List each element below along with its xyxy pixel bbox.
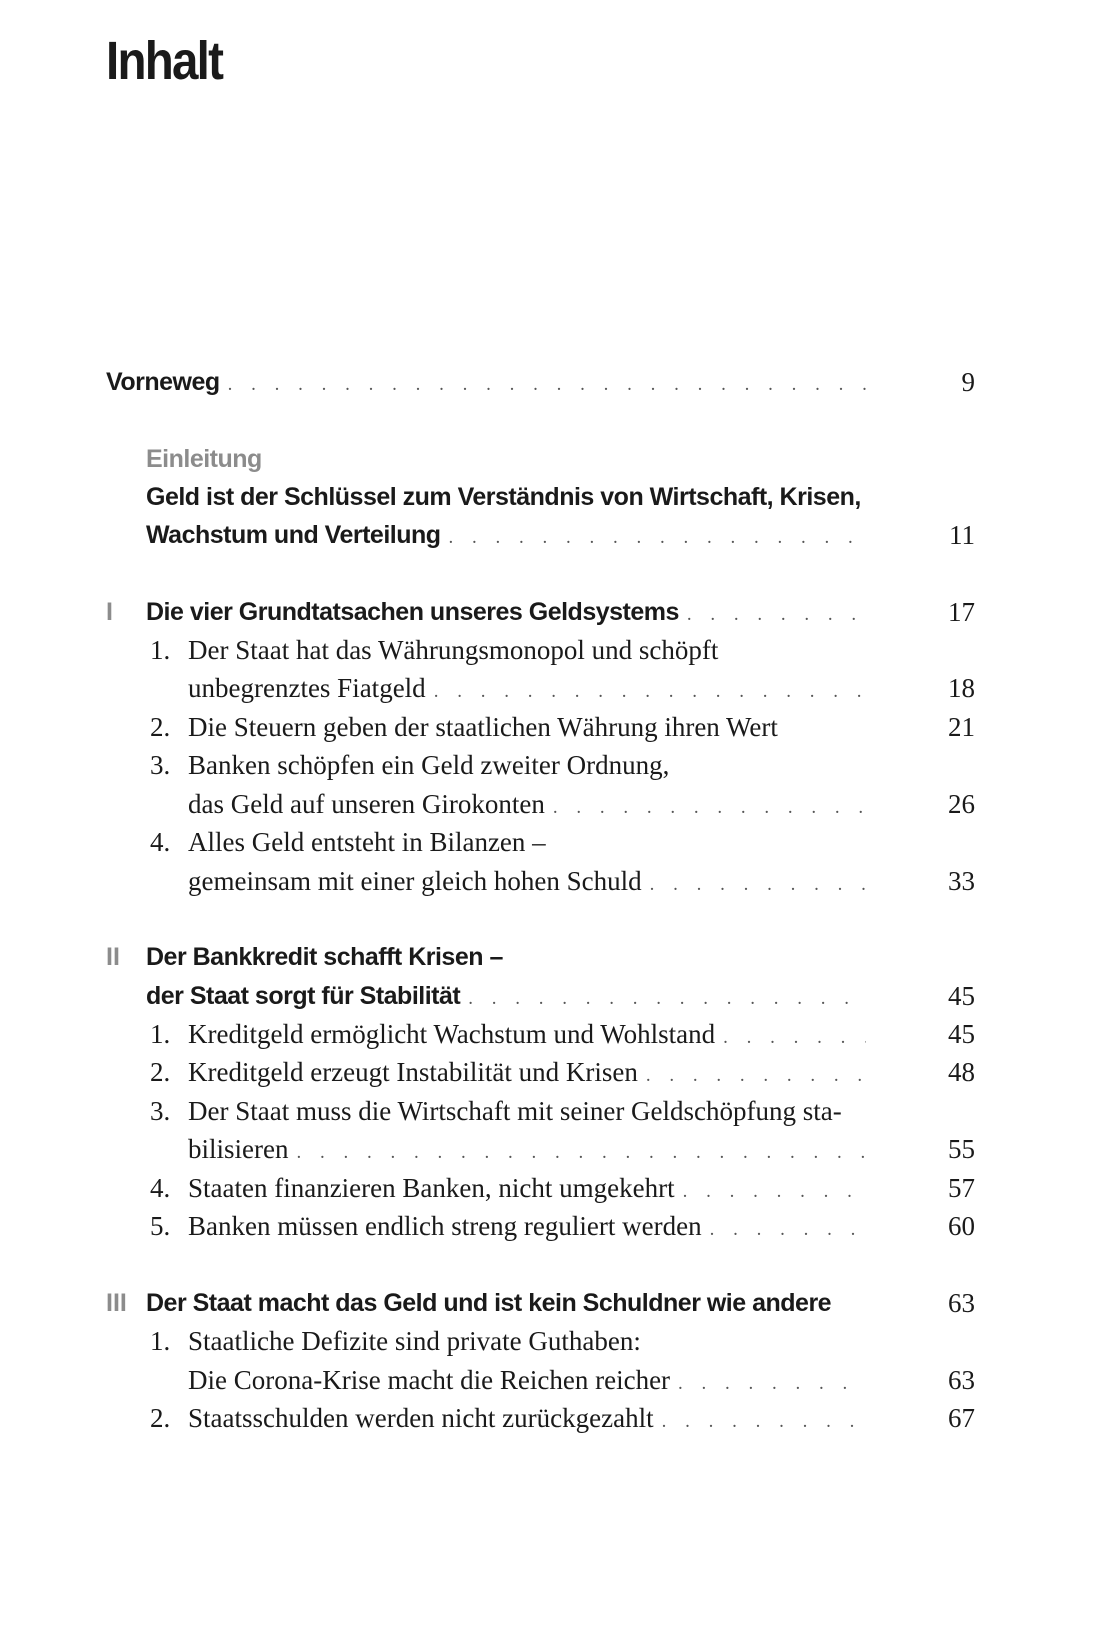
page-number: 55 — [948, 1134, 975, 1164]
page-number: 63 — [948, 1365, 975, 1395]
item-title: gemeinsam mit einer gleich hohen Schuld — [188, 866, 642, 896]
toc-item-cont[interactable] — [0, 784, 1100, 824]
leader-dots — [460, 979, 866, 1019]
page-number: 11 — [949, 520, 975, 550]
page-number: 57 — [948, 1173, 975, 1203]
item-number: 3. — [150, 1096, 171, 1126]
item-title: Die Corona-Krise macht die Reichen reicher — [188, 1365, 671, 1395]
item-title: Der Staat muss die Wirtschaft mit seiner Geldschöpfung sta- — [188, 1096, 842, 1126]
item-number: 4. — [150, 827, 171, 857]
page-number: 45 — [948, 981, 975, 1011]
page-number: 21 — [948, 712, 975, 742]
item-number: 4. — [150, 1173, 171, 1203]
item-number: 2. — [150, 1403, 171, 1433]
item-title: Kreditgeld ermöglicht Wachstum und Wohlstand — [188, 1019, 716, 1049]
page-number: 17 — [948, 597, 975, 627]
toc-item-cont[interactable] — [0, 1360, 1100, 1400]
item-title: Staatsschulden werden nicht zurückgezahlt — [188, 1403, 654, 1433]
toc-entry-vorneweg[interactable] — [0, 362, 1100, 402]
page-number: 48 — [948, 1057, 975, 1087]
toc-item[interactable] — [0, 1168, 1100, 1208]
item-title: Banken müssen endlich streng reguliert werden — [188, 1211, 702, 1241]
leader-dots — [679, 595, 866, 635]
leader-dots — [441, 518, 866, 558]
chapter-title: Der Staat macht das Geld und ist kein Schuldner wie andere — [146, 1289, 832, 1317]
toc-entry-einleitung-title-cont[interactable] — [0, 515, 1100, 555]
toc-item-cont[interactable] — [0, 1129, 1100, 1169]
toc-entry-label: Wachstum und Verteilung — [146, 521, 441, 549]
leader-dots — [654, 1402, 866, 1442]
item-title: Alles Geld entsteht in Bilanzen – — [188, 827, 546, 857]
toc-item-cont[interactable] — [0, 861, 1100, 901]
item-number: 1. — [150, 1326, 171, 1356]
page-number: 9 — [961, 367, 975, 397]
chapter-heading[interactable] — [0, 1283, 1100, 1323]
page-number: 33 — [948, 866, 975, 896]
leader-dots — [288, 1133, 866, 1173]
toc-item[interactable] — [0, 745, 1100, 785]
toc-item[interactable] — [0, 1091, 1100, 1131]
toc-item[interactable] — [0, 1321, 1100, 1361]
toc-entry-label: Vorneweg — [106, 368, 220, 396]
chapter-heading-cont[interactable] — [0, 976, 1100, 1016]
chapter-title: Der Bankkredit schafft Krisen – — [146, 943, 503, 971]
page-number: 60 — [948, 1211, 975, 1241]
toc-item[interactable] — [0, 1014, 1100, 1054]
item-title: Staatliche Defizite sind private Guthaben: — [188, 1326, 641, 1356]
leader-dots — [642, 865, 866, 905]
toc-entry-einleitung-kicker — [0, 439, 1100, 479]
toc-entry-label: Geld ist der Schlüssel zum Verständnis von Wirtschaft, Krisen, — [146, 483, 861, 511]
chapter-number: I — [106, 598, 113, 626]
item-title: Kreditgeld erzeugt Instabilität und Krisen — [188, 1057, 638, 1087]
leader-dots — [220, 365, 866, 405]
leader-dots — [426, 672, 866, 712]
item-title: unbegrenztes Fiatgeld — [188, 673, 426, 703]
toc-item[interactable] — [0, 1398, 1100, 1438]
toc-item[interactable] — [0, 707, 1100, 747]
chapter-number: II — [106, 943, 120, 971]
item-number: 5. — [150, 1211, 171, 1241]
page-number: 26 — [948, 789, 975, 819]
chapter-title: der Staat sorgt für Stabilität — [146, 982, 461, 1010]
chapter-heading[interactable] — [0, 592, 1100, 632]
item-title: bilisieren — [188, 1134, 289, 1164]
item-number: 2. — [150, 1057, 171, 1087]
toc-entry-einleitung-title[interactable] — [0, 477, 1100, 517]
toc-item[interactable] — [0, 1052, 1100, 1092]
item-title: Die Steuern geben der staatlichen Währung ihren Wert — [188, 712, 778, 742]
chapter-heading[interactable] — [0, 937, 1100, 977]
item-title: das Geld auf unseren Girokonten — [188, 789, 545, 819]
chapter-number: III — [106, 1289, 127, 1317]
einleitung-label: Einleitung — [146, 445, 262, 473]
leader-dots — [638, 1056, 866, 1096]
page-title: Inhalt — [106, 31, 223, 91]
item-title: Staaten finanzieren Banken, nicht umgekehrt — [188, 1173, 675, 1203]
page-number: 63 — [948, 1288, 975, 1318]
chapter-title: Die vier Grundtatsachen unseres Geldsystems — [146, 598, 679, 626]
toc-item[interactable] — [0, 1206, 1100, 1246]
item-number: 1. — [150, 635, 171, 665]
item-title: Der Staat hat das Währungsmonopol und schöpft — [188, 635, 719, 665]
item-title: Banken schöpfen ein Geld zweiter Ordnung, — [188, 750, 670, 780]
item-number: 3. — [150, 750, 171, 780]
leader-dots — [702, 1210, 866, 1250]
page-number: 45 — [948, 1019, 975, 1049]
toc-item[interactable] — [0, 822, 1100, 862]
item-number: 2. — [150, 712, 171, 742]
page-number: 67 — [948, 1403, 975, 1433]
page-number: 18 — [948, 673, 975, 703]
item-number: 1. — [150, 1019, 171, 1049]
toc-item[interactable] — [0, 630, 1100, 670]
toc-item-cont[interactable] — [0, 668, 1100, 708]
